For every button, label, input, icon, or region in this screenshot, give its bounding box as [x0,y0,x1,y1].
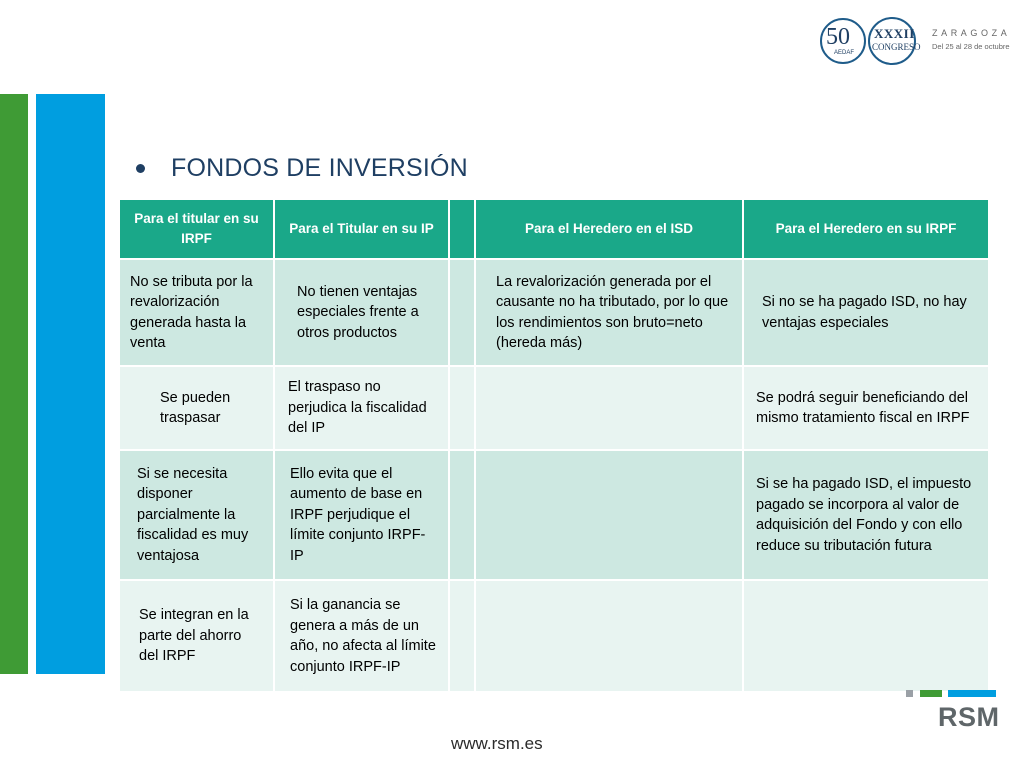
table-cell [475,366,743,450]
slide-title: FONDOS DE INVERSIÓN [171,153,468,182]
table-header-row [119,199,989,259]
website-url: www.rsm.es [451,734,543,753]
table-cell [449,366,475,450]
table-cell: La revalorización generada por el causante no ha tributado, por lo que los rendimientos son bruto=neto (hereda más) [475,259,743,366]
decorative-blue-bar [36,94,105,674]
table-cell: El traspaso no perjudica la fiscalidad del IP [274,366,449,450]
table-row [119,580,989,692]
bullet-icon [136,164,145,173]
rsm-logo [906,690,998,734]
table-cell [475,580,743,692]
table-cell: Se podrá seguir beneficiando del mismo tratamiento fiscal en IRPF [743,366,989,450]
header-cell: Para el titular en su IRPF [119,199,274,259]
table-cell: Se pueden traspasar [119,366,274,450]
header-cell: Para el Heredero en el ISD [475,199,743,259]
table-cell [449,450,475,580]
table-cell: Si se ha pagado ISD, el impuesto pagado se incorpora al valor de adquisición del Fondo y con ello reduce su tributación futura [743,450,989,580]
table-cell: Se integran en la parte del ahorro del IRPF [119,580,274,692]
logo-number: 50 [826,24,850,50]
table-cell: Ello evita que el aumento de base en IRPF perjudique el límite conjunto IRPF-IP [274,450,449,580]
table-cell: No tienen ventajas especiales frente a otros productos [274,259,449,366]
table-cell: Si se necesita disponer parcialmente la fiscalidad es muy ventajosa [119,450,274,580]
rsm-logo-block [920,690,942,697]
logo-roman: XXXII [874,26,915,41]
table-cell: No se tributa por la revalorización generada hasta la venta [119,259,274,366]
rsm-logo-block [948,690,996,697]
logo-city: ZARAGOZA [932,28,1011,38]
table-cell: Si no se ha pagado ISD, no hay ventajas especiales [743,259,989,366]
table-cell [449,580,475,692]
rsm-logo-text: RSM [938,702,1000,732]
table-cell: Si la ganancia se genera a más de un año, no afecta al límite conjunto IRPF-IP [274,580,449,692]
table-cell [449,259,475,366]
table-cell [475,450,743,580]
table-row [119,450,989,580]
rsm-logo-block [906,690,913,697]
header-cell: Para el Titular en su IP [274,199,449,259]
table-row [119,259,989,366]
decorative-green-bar [0,94,28,674]
table-cell [743,580,989,692]
logo-dates: Del 25 al 28 de octubre [932,42,1010,51]
table-row [119,366,989,450]
logo-sub: AEDAF [834,50,855,56]
congress-logo [820,14,1020,70]
logo-congreso: CONGRESO [872,42,921,52]
comparison-table [118,198,988,693]
header-cell [449,199,475,259]
title-row [136,150,468,186]
header-cell: Para el Heredero en su IRPF [743,199,989,259]
